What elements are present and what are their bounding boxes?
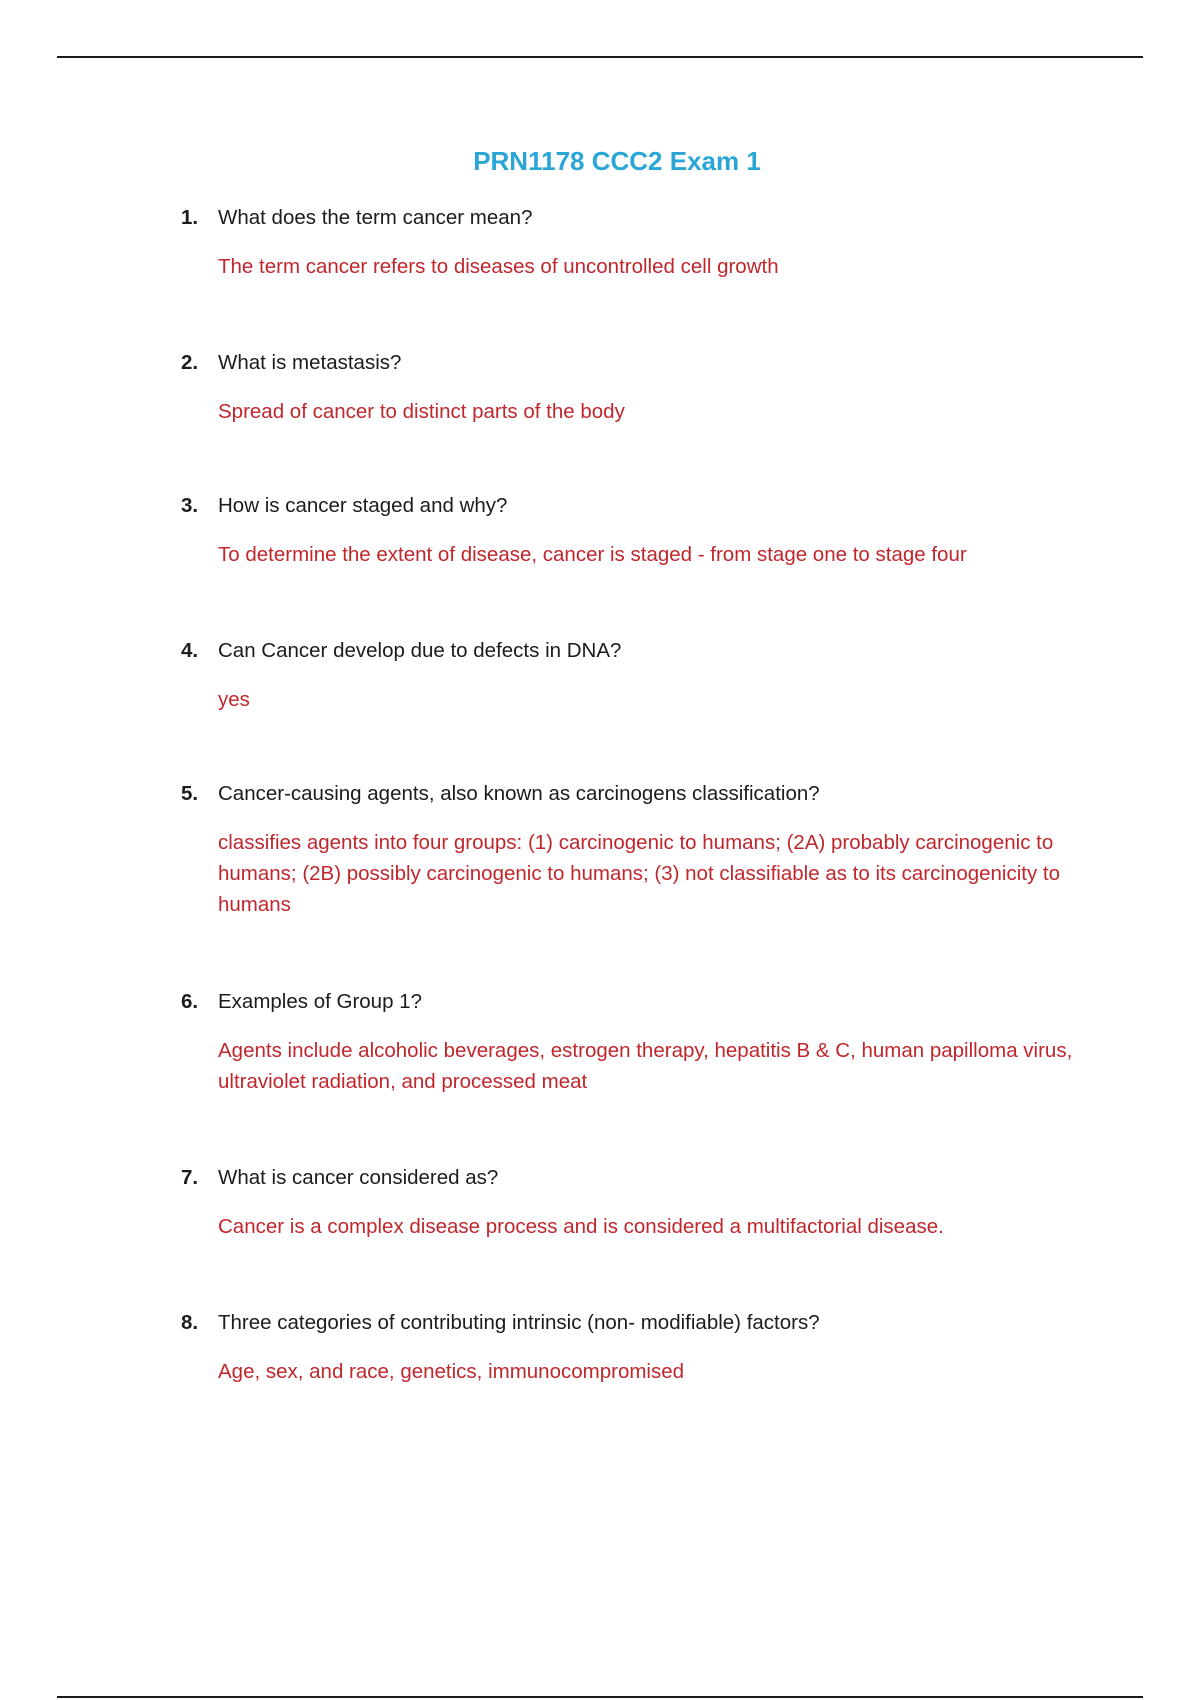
question-number: 1.	[181, 206, 199, 229]
question-number: 7.	[181, 1166, 199, 1189]
question-number: 8.	[181, 1311, 199, 1334]
question-number: 4.	[181, 639, 199, 662]
question-text: Examples of Group 1?	[218, 990, 422, 1013]
question-3	[181, 492, 1091, 520]
qa-item-5	[181, 780, 1091, 920]
bottom-rule	[57, 1696, 1143, 1698]
page-title: PRN1178 CCC2 Exam 1	[473, 146, 761, 176]
qa-item-1	[181, 204, 1091, 282]
answer-1: The term cancer refers to diseases of uncontrolled cell growth	[218, 255, 779, 278]
qa-item-4	[181, 637, 1091, 715]
answer-3: To determine the extent of disease, cancer is staged - from stage one to stage four	[218, 543, 967, 566]
question-text: Three categories of contributing intrinsic (non- modifiable) factors?	[218, 1311, 820, 1334]
question-number: 2.	[181, 351, 199, 374]
question-text: What is cancer considered as?	[218, 1166, 499, 1189]
qa-item-6	[181, 988, 1091, 1097]
question-7	[181, 1164, 1091, 1192]
question-4	[181, 637, 1091, 665]
answer-5: classifies agents into four groups: (1) carcinogenic to humans; (2A) probably carcinogenic to humans; (2B) possibly carcinogenic to humans; (3) not classifiable as to its carcinogenicity to humans	[218, 831, 1061, 916]
question-2	[181, 349, 1091, 377]
top-rule	[57, 56, 1143, 58]
question-text: Can Cancer develop due to defects in DNA?	[218, 639, 622, 662]
question-number: 3.	[181, 494, 199, 517]
question-1	[181, 204, 1091, 232]
question-text: What is metastasis?	[218, 351, 402, 374]
answer-2: Spread of cancer to distinct parts of the body	[218, 400, 625, 423]
question-text: How is cancer staged and why?	[218, 494, 508, 517]
answer-8: Age, sex, and race, genetics, immunocompromised	[218, 1360, 685, 1383]
question-number: 6.	[181, 990, 199, 1013]
qa-item-8	[181, 1309, 1091, 1387]
question-8	[181, 1309, 1091, 1337]
qa-item-7	[181, 1164, 1091, 1242]
question-6	[181, 988, 1091, 1016]
qa-item-2	[181, 349, 1091, 427]
answer-7: Cancer is a complex disease process and is considered a multifactorial disease.	[218, 1215, 944, 1238]
qa-item-3	[181, 492, 1091, 570]
question-number: 5.	[181, 782, 199, 805]
question-5	[181, 780, 1091, 808]
question-text: What does the term cancer mean?	[218, 206, 533, 229]
answer-6: Agents include alcoholic beverages, estrogen therapy, hepatitis B & C, human papilloma virus, ultraviolet radiation, and processed meat	[218, 1039, 1073, 1093]
question-text: Cancer-causing agents, also known as carcinogens classification?	[218, 782, 820, 805]
answer-4: yes	[218, 688, 250, 711]
